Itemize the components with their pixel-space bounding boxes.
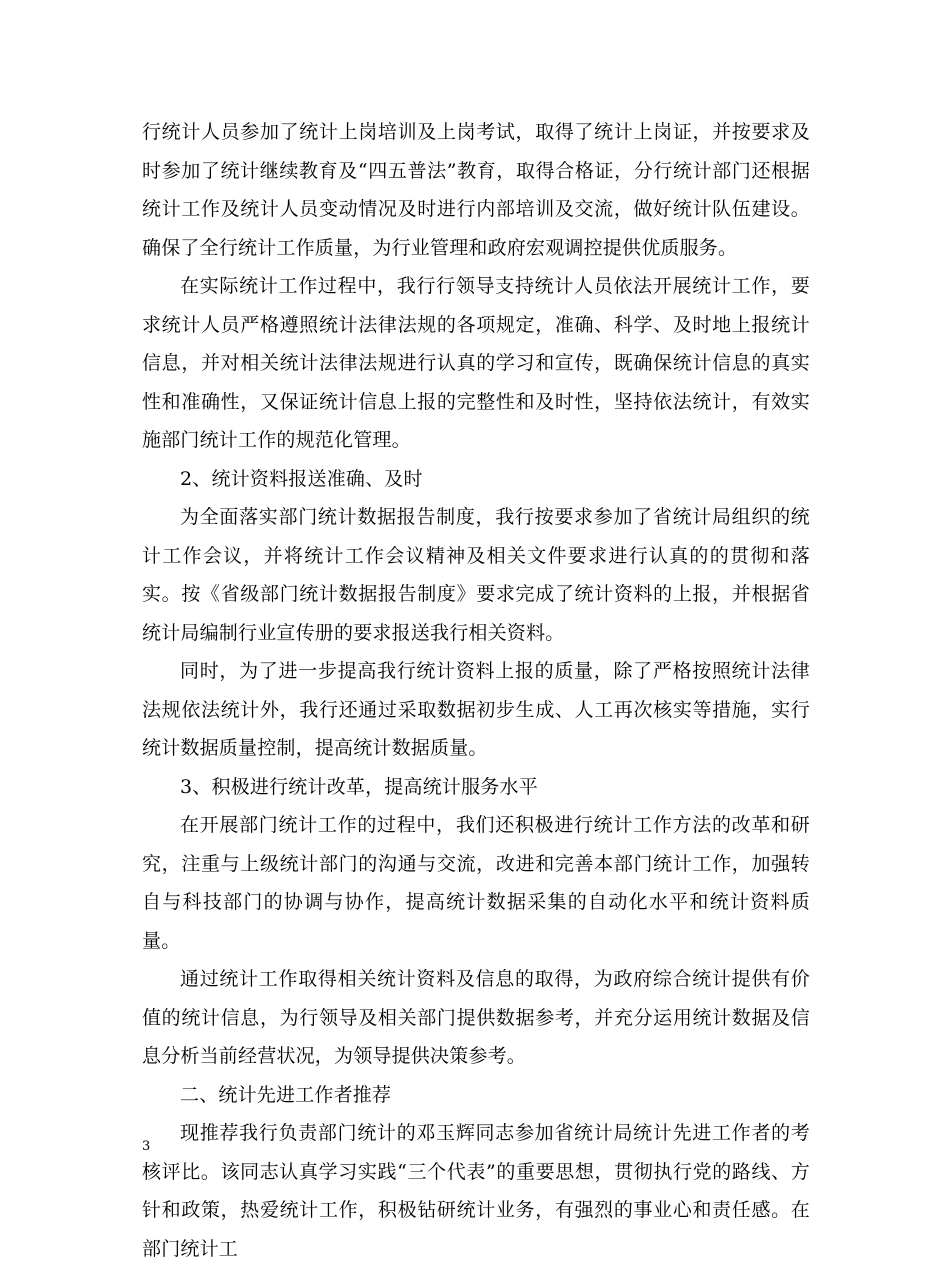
paragraph: 通过统计工作取得相关统计资料及信息的取得，为政府综合统计提供有价值的统计信息，为行领导及相关部门提供数据参考，并充分运用统计数据及信息分析当前经营状况，为领导提供决策参考。 xyxy=(142,968,810,1067)
paragraph: 同时，为了进一步提高我行统计资料上报的质量，除了严格按照统计法律法规依法统计外，我行还通过采取数据初步生成、人工再次核实等措施，实行统计数据质量控制，提高统计数据质量。 xyxy=(142,660,810,759)
document-body xyxy=(142,113,810,1268)
paragraph: 行统计人员参加了统计上岗培训及上岗考试，取得了统计上岗证，并按要求及时参加了统计继续教育及“四五普法”教育，取得合格证，分行统计部门还根据统计工作及统计人员变动情况及时进行内部培训及交流，做好统计队伍建设。确保了全行统计工作质量，为行业管理和政府宏观调控提供优质服务。 xyxy=(142,121,810,259)
paragraph: 在实际统计工作过程中，我行行领导支持统计人员依法开展统计工作，要求统计人员严格遵照统计法律法规的各项规定，准确、科学、及时地上报统计信息，并对相关统计法律法规进行认真的学习和宣传，既确保统计信息的真实性和准确性，又保证统计信息上报的完整性和及时性，坚持依法统计，有效实施部门统计工作的规范化管理。 xyxy=(142,275,810,451)
paragraph: 为全面落实部门统计数据报告制度，我行按要求参加了省统计局组织的统计工作会议，并将统计工作会议精神及相关文件要求进行认真的的贯彻和落实。按《省级部门统计数据报告制度》要求完成了统计资料的上报，并根据省统计局编制行业宣传册的要求报送我行相关资料。 xyxy=(142,506,810,644)
section-heading: 二、统计先进工作者推荐 xyxy=(180,1083,392,1106)
section-heading: 3、积极进行统计改革，提高统计服务水平 xyxy=(180,775,538,798)
page-number: 3 xyxy=(142,1139,151,1154)
paragraph: 现推荐我行负责部门统计的邓玉辉同志参加省统计局统计先进工作者的考核评比。该同志认真学习实践“三个代表”的重要思想，贯彻执行党的路线、方针和政策，热爱统计工作，积极钻研统计业务，有强烈的事业心和责任感。在部门统计工 xyxy=(142,1122,810,1260)
paragraph: 在开展部门统计工作的过程中，我们还积极进行统计工作方法的改革和研究，注重与上级统计部门的沟通与交流，改进和完善本部门统计工作，加强转自与科技部门的协调与协作，提高统计数据采集的自动化水平和统计资料质量。 xyxy=(142,814,810,952)
section-heading: 2、统计资料报送准确、及时 xyxy=(180,467,423,490)
